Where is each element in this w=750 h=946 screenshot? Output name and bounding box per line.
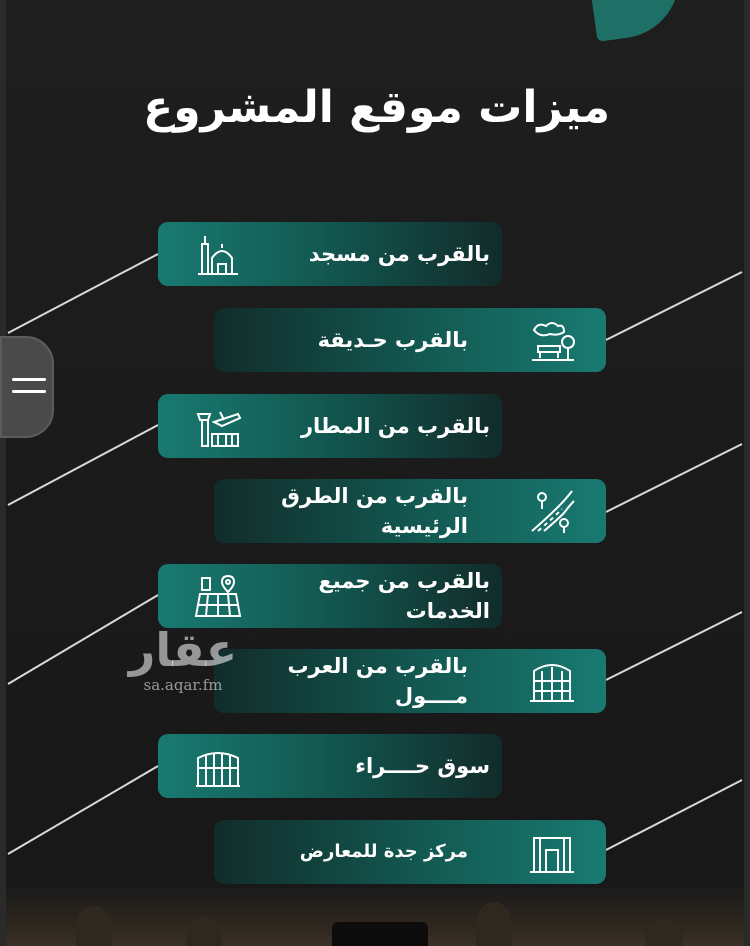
connector-line [606,780,742,850]
feature-card-hiraa-market [158,734,502,798]
palm-tree-silhouette [476,902,512,946]
feature-label: بالقرب من جميع الخدمات [318,569,490,623]
feature-label: بالقرب من مسجد [308,242,490,266]
exhibition-center-icon [528,828,576,876]
feature-label: بالقرب من المطار [300,414,490,438]
connector-line [606,612,742,680]
menu-handle-button[interactable] [0,336,54,438]
feature-label: بالقرب حـديقة [317,328,468,352]
bottom-tab [332,922,428,946]
feature-label: مركز جدة للمعارض [299,841,468,862]
park-icon [528,316,576,364]
feature-card-park [214,308,606,372]
watermark-url: sa.aqar.fm [143,676,223,694]
palm-tree-silhouette [646,918,682,946]
mall-building-icon [528,657,576,705]
road-icon [528,487,576,535]
airport-icon [194,402,242,450]
map-pin-icon [194,572,242,620]
page-title: ميزات موقع المشروع [143,82,610,133]
feature-card-mosque [158,222,502,286]
menu-bar [12,378,46,381]
connector-line [606,444,742,512]
footer-photo [6,888,744,946]
watermark [118,624,248,694]
feature-card-airport [158,394,502,458]
palm-tree-silhouette [76,906,112,946]
market-building-icon [194,742,242,790]
watermark-brand: عقار [128,623,238,677]
connector-line [606,272,742,340]
connector-line [8,254,158,333]
feature-card-services [158,564,502,628]
palm-tree-silhouette [186,916,222,946]
mosque-icon [194,230,242,278]
connector-line [8,766,158,854]
feature-card-roads [214,479,606,543]
feature-card-exhibition-center [214,820,606,884]
menu-bar [12,390,46,393]
feature-label: سوق حــــراء [355,754,490,778]
feature-card-arab-mall [214,649,606,713]
feature-label: بالقرب من الطرق الرئيسية [281,484,468,538]
feature-label: بالقرب من العرب مــــول [287,654,468,708]
